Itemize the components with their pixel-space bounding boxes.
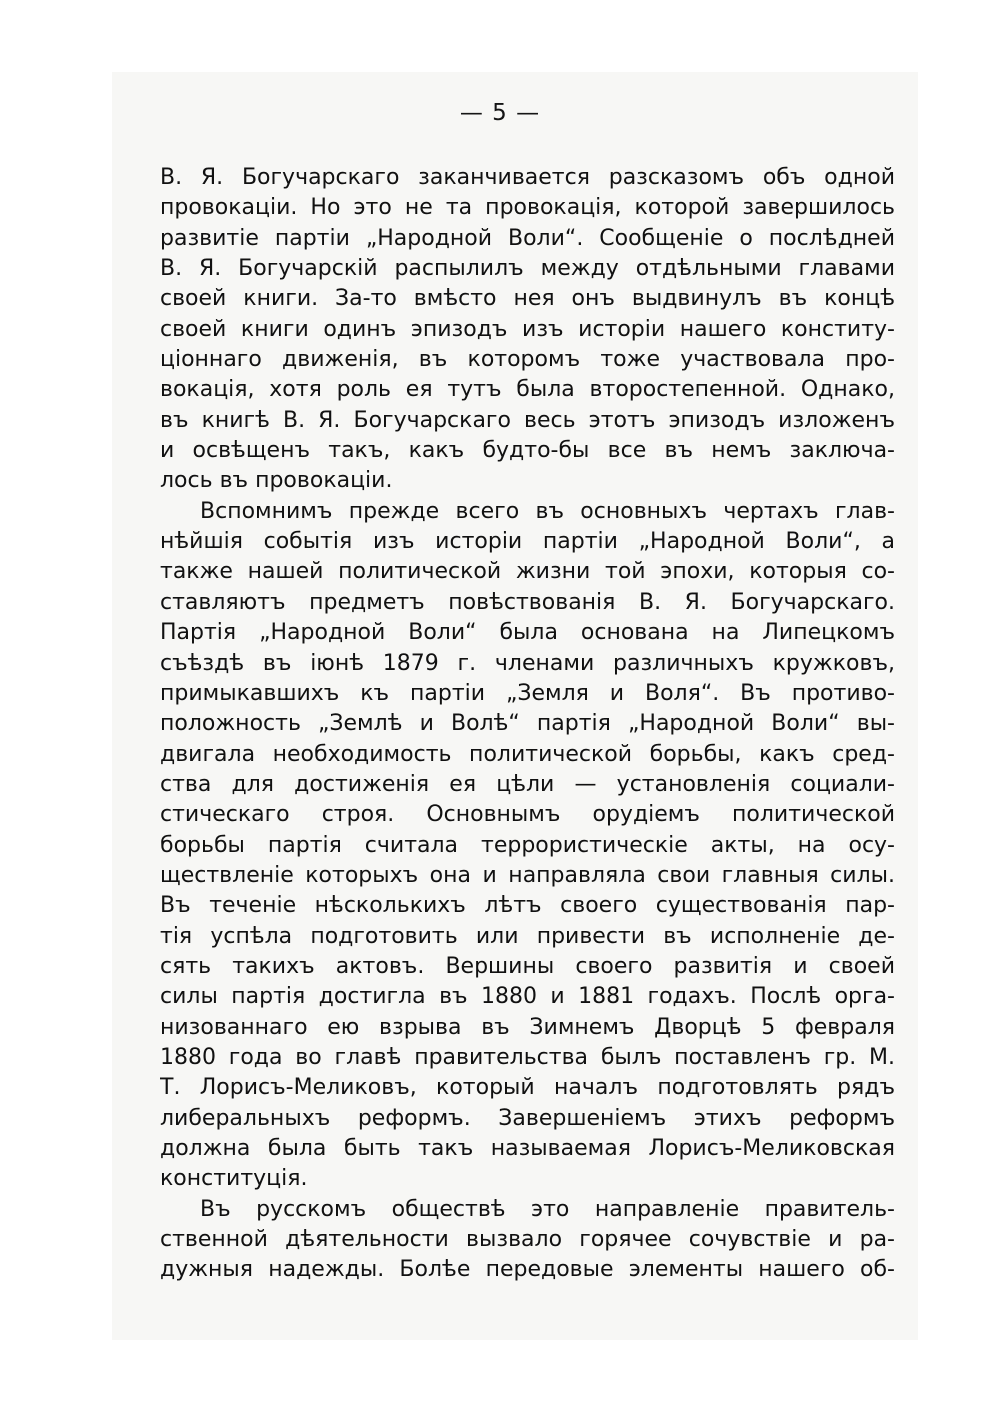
text-line: вокація, хотя роль ея тутъ была второстепенной. Однако, <box>160 377 895 403</box>
text-line: ществленіе которыхъ она и направляла свои главныя силы. <box>160 862 895 888</box>
text-line: нѣйшія событія изъ исторіи партіи „Народной Воли“, а <box>160 529 895 555</box>
text-line: конституція. <box>160 1166 308 1192</box>
text-line: дужныя надежды. Болѣе передовые элементы нашего об- <box>160 1257 895 1283</box>
text-line: Въ теченіе нѣсколькихъ лѣтъ своего существованія пар- <box>160 893 895 919</box>
text-line: тія успѣла подготовить или привести въ исполненіе де- <box>160 923 895 949</box>
text-line: развитіе партіи „Народной Воли“. Сообщеніе о послѣдней <box>160 225 895 251</box>
text-line: силы партія достигла въ 1880 и 1881 годахъ. Послѣ орга- <box>160 984 895 1010</box>
text-line: своей книги одинъ эпизодъ изъ исторіи нашего конститу- <box>160 316 895 342</box>
text-line: лось въ провокаціи. <box>160 468 393 494</box>
text-line: положность „Землѣ и Волѣ“ партія „Народной Воли“ вы- <box>160 711 895 737</box>
page-number: — 5 — <box>459 100 541 126</box>
text-line: Вспомнимъ прежде всего въ основныхъ чертахъ глав- <box>200 498 895 524</box>
text-line: Въ русскомъ обществѣ это направленіе правитель- <box>200 1196 895 1222</box>
text-line: сять такихъ актовъ. Вершины своего развитія и своей <box>160 953 895 979</box>
text-line: 1880 года во главѣ правительства былъ поставленъ гр. М. <box>160 1044 895 1070</box>
text-line: и освѣщенъ такъ, какъ будто-бы все въ немъ заключа- <box>160 438 895 464</box>
text-line: должна была быть такъ называемая Лорисъ-Меликовская <box>160 1136 895 1161</box>
text-line: также нашей политической жизни той эпохи, которыя со- <box>160 559 895 585</box>
text-line: провокаціи. Но это не та провокація, которой завершилось <box>160 195 895 221</box>
text-line: борьбы партія считала террористическіе акты, на осу- <box>160 832 895 858</box>
text-line: своей книги. За-то вмѣсто нея онъ выдвинулъ въ концѣ <box>160 286 895 312</box>
text-line: ціоннаго движенія, въ которомъ тоже участвовала про- <box>160 347 895 373</box>
text-line: В. Я. Богучарскій распылилъ между отдѣльными главами <box>160 256 895 282</box>
text-line: Партія „Народной Воли“ была основана на Липецкомъ <box>160 620 895 646</box>
body-text <box>160 163 895 1286</box>
text-line: ставляютъ предметъ повѣствованія В. Я. Богучарскаго. <box>160 589 895 615</box>
text-line: В. Я. Богучарскаго заканчивается разсказомъ объ одной <box>160 165 895 190</box>
text-line: съѣздѣ въ іюнѣ 1879 г. членами различныхъ кружковъ, <box>160 650 895 676</box>
text-line: низованнаго ею взрыва въ Зимнемъ Дворцѣ 5 февраля <box>160 1014 895 1040</box>
text-line: либеральныхъ реформъ. Завершеніемъ этихъ реформъ <box>160 1105 895 1131</box>
text-line: ственной дѣятельности вызвало горячее сочувствіе и ра- <box>160 1227 895 1253</box>
text-line: ства для достиженія ея цѣли — установленія социали- <box>160 771 895 797</box>
text-line: Т. Лорисъ-Меликовъ, который началъ подготовлять рядъ <box>160 1075 895 1101</box>
text-line: въ книгѣ В. Я. Богучарскаго весь этотъ эпизодъ изложенъ <box>160 407 895 433</box>
text-line: двигала необходимость политической борьбы, какъ сред- <box>160 741 895 767</box>
text-line: стическаго строя. Основнымъ орудіемъ политической <box>160 802 895 828</box>
text-line: примыкавшихъ къ партіи „Земля и Воля“. Въ противо- <box>160 680 895 706</box>
